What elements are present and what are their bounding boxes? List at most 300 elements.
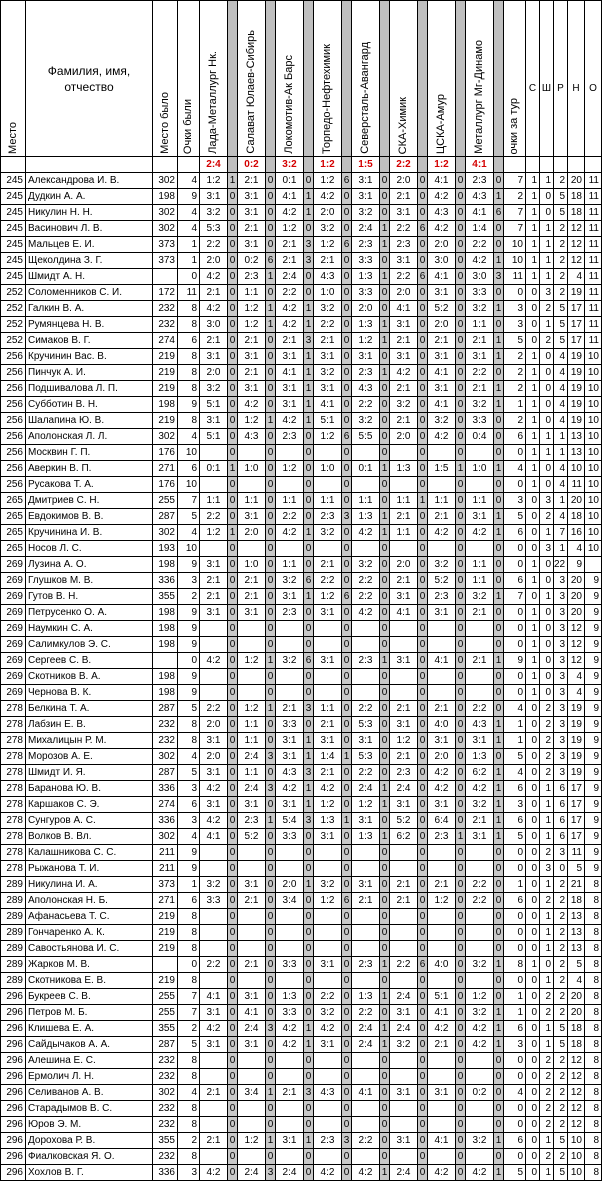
cell-match-points: 0 xyxy=(456,653,466,669)
cell-prediction: 2:2 xyxy=(200,237,228,253)
cell-place-before: 302 xyxy=(153,525,178,541)
table-row xyxy=(1,1133,602,1149)
cell-stat: 1 xyxy=(540,829,554,845)
cell-match-points: 3 xyxy=(266,1165,276,1181)
cell-tour-points: 0 xyxy=(504,1101,526,1117)
cell-prediction xyxy=(314,637,342,653)
table-row xyxy=(1,493,602,509)
cell-match-points: 0 xyxy=(228,733,238,749)
cell-prediction xyxy=(314,1149,342,1165)
cell-prediction: 2:2 xyxy=(276,509,304,525)
cell-prediction: 2:1 xyxy=(428,509,456,525)
cell-match-points: 1 xyxy=(266,813,276,829)
cell-match-points: 0 xyxy=(228,637,238,653)
cell-match-points: 6 xyxy=(418,957,428,973)
cell-match-points: 0 xyxy=(418,253,428,269)
cell-prediction: 1:2 xyxy=(390,733,418,749)
cell-prediction: 2:1 xyxy=(200,1133,228,1149)
cell-match-points: 0 xyxy=(304,605,314,621)
cell-prediction: 3:1 xyxy=(314,829,342,845)
cell-match-points: 0 xyxy=(456,1101,466,1117)
cell-name: Каршаков С. Э. xyxy=(26,797,153,813)
cell-match-points: 0 xyxy=(304,221,314,237)
cell-points-before: 8 xyxy=(178,1149,200,1165)
cell-match-points: 0 xyxy=(456,685,466,701)
cell-match-points: 1 xyxy=(380,333,390,349)
cell-stat: 17 xyxy=(568,333,585,349)
cell-match-points: 0 xyxy=(342,669,352,685)
cell-match-points: 0 xyxy=(228,333,238,349)
cell-match-points: 1 xyxy=(456,829,466,845)
cell-points-before: 2 xyxy=(178,1021,200,1037)
cell-place: 256 xyxy=(1,477,26,493)
cell-name: Кручинина И. В. xyxy=(26,525,153,541)
cell-place-before: 198 xyxy=(153,397,178,413)
cell-stat: 0 xyxy=(526,301,540,317)
cell-match-points: 0 xyxy=(418,685,428,701)
cell-stat: 1 xyxy=(540,1021,554,1037)
cell-match-points: 0 xyxy=(342,1037,352,1053)
score-spacer xyxy=(568,157,585,173)
cell-stat: 12 xyxy=(568,637,585,653)
cell-match-points: 6 xyxy=(418,221,428,237)
cell-prediction: 2:3 xyxy=(238,269,266,285)
cell-points-before: 7 xyxy=(178,989,200,1005)
cell-stat: 0 xyxy=(526,781,540,797)
cell-place: 269 xyxy=(1,685,26,701)
cell-place-before: 219 xyxy=(153,413,178,429)
cell-points-before: 8 xyxy=(178,381,200,397)
cell-prediction: 3:1 xyxy=(238,189,266,205)
header-match-1: Лада-Металлург Нк. xyxy=(200,1,228,157)
cell-prediction xyxy=(428,973,456,989)
cell-prediction xyxy=(276,925,304,941)
cell-place: 269 xyxy=(1,621,26,637)
cell-prediction: 3:3 xyxy=(352,253,380,269)
cell-stat: 20 xyxy=(568,573,585,589)
cell-prediction: 3:1 xyxy=(238,205,266,221)
cell-prediction: 3:1 xyxy=(466,509,494,525)
cell-tour-points: 2 xyxy=(504,381,526,397)
cell-stat: 0 xyxy=(526,1133,540,1149)
cell-prediction: 3:2 xyxy=(352,557,380,573)
cell-tour-points: 0 xyxy=(504,861,526,877)
cell-prediction: 3:1 xyxy=(390,653,418,669)
cell-prediction xyxy=(390,861,418,877)
cell-match-points: 0 xyxy=(418,1037,428,1053)
cell-prediction: 3:2 xyxy=(200,381,228,397)
cell-prediction: 4:1 xyxy=(428,1005,456,1021)
cell-match-points: 0 xyxy=(456,285,466,301)
cell-prediction: 4:1 xyxy=(428,1133,456,1149)
cell-prediction: 4:3 xyxy=(238,429,266,445)
cell-place: 289 xyxy=(1,957,26,973)
table-row xyxy=(1,237,602,253)
cell-place-before: 198 xyxy=(153,621,178,637)
cell-prediction: 2:1 xyxy=(276,701,304,717)
cell-stat: 10 xyxy=(585,445,602,461)
cell-tour-points: 0 xyxy=(504,1053,526,1069)
cell-tour-points: 3 xyxy=(504,301,526,317)
cell-match-points: 0 xyxy=(418,333,428,349)
cell-place: 256 xyxy=(1,365,26,381)
cell-points-before: 6 xyxy=(178,461,200,477)
cell-stat: 1 xyxy=(526,269,540,285)
cell-match-points: 0 xyxy=(266,1053,276,1069)
cell-stat: 1 xyxy=(526,445,540,461)
cell-prediction: 3:3 xyxy=(200,893,228,909)
cell-stat: 17 xyxy=(568,829,585,845)
cell-place-before: 219 xyxy=(153,381,178,397)
cell-stat: 0 xyxy=(540,669,554,685)
cell-prediction: 1:0 xyxy=(238,461,266,477)
cell-match-points: 0 xyxy=(266,765,276,781)
cell-match-points: 0 xyxy=(304,1101,314,1117)
cell-prediction: 2:0 xyxy=(428,237,456,253)
cell-stat: 12 xyxy=(568,237,585,253)
cell-prediction: 4:2 xyxy=(428,525,456,541)
cell-stat: 0 xyxy=(540,381,554,397)
cell-match-points: 0 xyxy=(380,429,390,445)
cell-match-points: 0 xyxy=(342,797,352,813)
cell-match-points: 6 xyxy=(342,237,352,253)
cell-stat: 10 xyxy=(585,461,602,477)
cell-match-points: 0 xyxy=(456,1037,466,1053)
cell-match-points: 1 xyxy=(494,525,504,541)
cell-match-points: 0 xyxy=(304,909,314,925)
cell-prediction: 3:1 xyxy=(390,589,418,605)
cell-stat: 11 xyxy=(585,333,602,349)
cell-match-points: 0 xyxy=(228,717,238,733)
cell-stat: 2 xyxy=(554,1101,568,1117)
cell-name: Морозов А. Е. xyxy=(26,749,153,765)
cell-match-points: 0 xyxy=(456,541,466,557)
cell-prediction: 3:1 xyxy=(276,397,304,413)
cell-place: 289 xyxy=(1,925,26,941)
header-match-5-pts xyxy=(380,1,390,157)
cell-prediction: 0:2 xyxy=(238,253,266,269)
cell-match-points: 0 xyxy=(380,189,390,205)
cell-stat: 1 xyxy=(540,589,554,605)
cell-match-points: 0 xyxy=(228,1085,238,1101)
cell-stat: 8 xyxy=(585,941,602,957)
cell-points-before: 8 xyxy=(178,413,200,429)
cell-match-points: 0 xyxy=(228,1149,238,1165)
cell-match-points: 0 xyxy=(456,637,466,653)
cell-name: Сергеев С. В. xyxy=(26,653,153,669)
cell-prediction: 3:1 xyxy=(390,205,418,221)
cell-match-points: 0 xyxy=(304,1149,314,1165)
cell-match-points: 0 xyxy=(456,189,466,205)
table-row xyxy=(1,189,602,205)
cell-prediction: 4:2 xyxy=(200,781,228,797)
cell-prediction: 3:1 xyxy=(200,733,228,749)
cell-stat: 1 xyxy=(540,269,554,285)
cell-tour-points: 1 xyxy=(504,717,526,733)
cell-stat: 19 xyxy=(568,765,585,781)
cell-match-points: 0 xyxy=(456,557,466,573)
cell-prediction: 1:1 xyxy=(238,717,266,733)
cell-name: Белкина Т. А. xyxy=(26,701,153,717)
cell-prediction: 4:2 xyxy=(428,765,456,781)
cell-stat: 0 xyxy=(526,701,540,717)
table-row xyxy=(1,941,602,957)
cell-points-before: 6 xyxy=(178,333,200,349)
cell-points-before: 4 xyxy=(178,205,200,221)
cell-match-points: 0 xyxy=(228,221,238,237)
cell-stat: 1 xyxy=(540,173,554,189)
cell-stat: 4 xyxy=(554,349,568,365)
cell-name: Дорохова Р. В. xyxy=(26,1133,153,1149)
cell-stat: 0 xyxy=(526,989,540,1005)
table-row xyxy=(1,749,602,765)
cell-prediction xyxy=(238,1149,266,1165)
cell-place-before: 219 xyxy=(153,365,178,381)
cell-prediction xyxy=(276,973,304,989)
cell-match-points: 0 xyxy=(456,397,466,413)
cell-stat: 1 xyxy=(540,237,554,253)
cell-place-before: 219 xyxy=(153,909,178,925)
cell-stat: 0 xyxy=(526,893,540,909)
cell-stat: 20 xyxy=(568,605,585,621)
cell-match-points: 1 xyxy=(418,493,428,509)
cell-match-points: 0 xyxy=(342,1005,352,1021)
cell-place: 278 xyxy=(1,717,26,733)
cell-match-points: 0 xyxy=(342,733,352,749)
cell-prediction: 4:2 xyxy=(466,1021,494,1037)
cell-points-before: 2 xyxy=(178,589,200,605)
cell-prediction: 3:1 xyxy=(200,765,228,781)
cell-prediction: 2:2 xyxy=(200,701,228,717)
scores-row xyxy=(1,157,602,173)
cell-stat: 6 xyxy=(554,829,568,845)
cell-points-before: 8 xyxy=(178,1069,200,1085)
score-spacer xyxy=(585,157,602,173)
cell-match-points: 3 xyxy=(266,781,276,797)
cell-match-points: 0 xyxy=(304,429,314,445)
cell-stat: 4 xyxy=(554,397,568,413)
cell-match-points: 6 xyxy=(494,205,504,221)
cell-prediction: 3:2 xyxy=(276,653,304,669)
cell-prediction xyxy=(352,1117,380,1133)
header-stat-s: С xyxy=(526,1,540,157)
cell-prediction: 2:0 xyxy=(200,253,228,269)
cell-prediction: 3:1 xyxy=(238,877,266,893)
table-row xyxy=(1,797,602,813)
cell-place-before: 336 xyxy=(153,813,178,829)
cell-match-points: 0 xyxy=(342,1069,352,1085)
cell-stat: 2 xyxy=(554,989,568,1005)
cell-match-points: 0 xyxy=(494,621,504,637)
cell-tour-points: 9 xyxy=(504,653,526,669)
cell-stat: 2 xyxy=(554,941,568,957)
cell-place-before: 219 xyxy=(153,941,178,957)
cell-match-points: 0 xyxy=(494,221,504,237)
cell-tour-points: 6 xyxy=(504,429,526,445)
cell-place: 296 xyxy=(1,1101,26,1117)
cell-stat: 0 xyxy=(526,797,540,813)
cell-place: 278 xyxy=(1,781,26,797)
cell-tour-points: 1 xyxy=(504,1005,526,1021)
cell-points-before: 4 xyxy=(178,829,200,845)
cell-stat: 1 xyxy=(526,365,540,381)
final-score-1: 2:4 xyxy=(200,157,228,173)
cell-prediction xyxy=(390,637,418,653)
cell-prediction xyxy=(200,1149,228,1165)
cell-place-before: 336 xyxy=(153,781,178,797)
cell-match-points: 0 xyxy=(380,413,390,429)
cell-match-points: 1 xyxy=(266,413,276,429)
cell-match-points: 0 xyxy=(342,381,352,397)
cell-tour-points: 7 xyxy=(504,205,526,221)
cell-prediction: 4:2 xyxy=(428,221,456,237)
cell-match-points: 1 xyxy=(266,701,276,717)
cell-prediction: 2:3 xyxy=(390,237,418,253)
cell-prediction: 3:0 xyxy=(466,269,494,285)
cell-name: Пинчук А. И. xyxy=(26,365,153,381)
cell-stat: 1 xyxy=(526,237,540,253)
cell-prediction xyxy=(238,1101,266,1117)
cell-prediction: 4:2 xyxy=(314,1165,342,1181)
cell-points-before: 5 xyxy=(178,701,200,717)
cell-stat: 0 xyxy=(526,765,540,781)
cell-prediction xyxy=(428,909,456,925)
cell-stat: 0 xyxy=(554,861,568,877)
cell-match-points: 3 xyxy=(304,701,314,717)
cell-name: Ермолич Л. Н. xyxy=(26,1069,153,1085)
cell-stat: 16 xyxy=(568,525,585,541)
cell-prediction xyxy=(466,541,494,557)
cell-prediction: 4:2 xyxy=(428,1021,456,1037)
cell-place-before: 355 xyxy=(153,589,178,605)
cell-prediction xyxy=(200,861,228,877)
cell-tour-points: 0 xyxy=(504,477,526,493)
cell-prediction: 1:0 xyxy=(238,557,266,573)
cell-match-points: 1 xyxy=(266,317,276,333)
cell-stat: 0 xyxy=(526,317,540,333)
cell-stat: 11 xyxy=(585,173,602,189)
cell-prediction xyxy=(314,621,342,637)
cell-prediction: 2:0 xyxy=(352,301,380,317)
cell-stat: 9 xyxy=(585,573,602,589)
score-spacer xyxy=(456,157,466,173)
cell-match-points: 0 xyxy=(456,733,466,749)
cell-prediction: 3:1 xyxy=(428,1085,456,1101)
cell-points-before: 5 xyxy=(178,1037,200,1053)
cell-prediction: 4:2 xyxy=(200,1165,228,1181)
cell-match-points: 0 xyxy=(304,1117,314,1133)
cell-stat: 9 xyxy=(585,653,602,669)
cell-place: 269 xyxy=(1,605,26,621)
cell-prediction xyxy=(390,669,418,685)
cell-stat: 8 xyxy=(585,1021,602,1037)
cell-match-points: 0 xyxy=(228,749,238,765)
cell-stat: 0 xyxy=(526,877,540,893)
cell-prediction: 3:2 xyxy=(428,413,456,429)
cell-match-points: 0 xyxy=(418,541,428,557)
cell-match-points: 0 xyxy=(304,461,314,477)
cell-match-points: 3 xyxy=(266,1021,276,1037)
cell-tour-points: 11 xyxy=(504,269,526,285)
cell-prediction: 2:4 xyxy=(352,221,380,237)
cell-prediction: 2:1 xyxy=(428,701,456,717)
cell-match-points: 0 xyxy=(380,1069,390,1085)
cell-match-points: 1 xyxy=(380,653,390,669)
cell-prediction: 4:2 xyxy=(276,413,304,429)
cell-match-points: 0 xyxy=(228,589,238,605)
cell-stat: 3 xyxy=(554,685,568,701)
cell-prediction: 2:1 xyxy=(390,413,418,429)
cell-stat xyxy=(585,557,602,573)
cell-place-before: 219 xyxy=(153,973,178,989)
cell-stat: 0 xyxy=(526,493,540,509)
cell-stat: 9 xyxy=(585,861,602,877)
cell-prediction: 2:2 xyxy=(314,317,342,333)
cell-prediction xyxy=(428,669,456,685)
cell-prediction: 1:1 xyxy=(238,733,266,749)
cell-match-points: 0 xyxy=(456,925,466,941)
cell-stat: 1 xyxy=(526,381,540,397)
cell-match-points: 0 xyxy=(456,237,466,253)
cell-name: Щеколдина З. Г. xyxy=(26,253,153,269)
cell-prediction: 2:2 xyxy=(352,765,380,781)
cell-match-points: 1 xyxy=(304,781,314,797)
cell-stat: 9 xyxy=(585,733,602,749)
cell-match-points: 0 xyxy=(342,621,352,637)
cell-stat: 0 xyxy=(540,413,554,429)
cell-prediction: 2:2 xyxy=(276,285,304,301)
cell-stat: 10 xyxy=(585,381,602,397)
cell-prediction: 3:1 xyxy=(390,253,418,269)
cell-match-points: 0 xyxy=(342,653,352,669)
cell-prediction: 1:2 xyxy=(314,797,342,813)
cell-tour-points: 0 xyxy=(504,669,526,685)
cell-prediction: 3:1 xyxy=(314,1037,342,1053)
cell-stat: 1 xyxy=(526,653,540,669)
cell-prediction: 1:4 xyxy=(466,221,494,237)
cell-prediction: 3:1 xyxy=(200,1037,228,1053)
cell-prediction xyxy=(390,1149,418,1165)
cell-stat: 1 xyxy=(554,429,568,445)
cell-prediction xyxy=(276,637,304,653)
cell-match-points: 0 xyxy=(342,925,352,941)
cell-place: 278 xyxy=(1,845,26,861)
cell-match-points: 6 xyxy=(342,173,352,189)
cell-prediction: 3:1 xyxy=(390,349,418,365)
cell-name: Сайдычаков А. А. xyxy=(26,1037,153,1053)
cell-match-points: 0 xyxy=(342,829,352,845)
cell-prediction xyxy=(238,1117,266,1133)
cell-place: 245 xyxy=(1,269,26,285)
cell-match-points: 0 xyxy=(228,685,238,701)
cell-prediction: 2:1 xyxy=(466,605,494,621)
cell-prediction: 2:1 xyxy=(390,877,418,893)
cell-stat: 20 xyxy=(568,1005,585,1021)
cell-prediction: 1:2 xyxy=(466,989,494,1005)
cell-points-before: 3 xyxy=(178,813,200,829)
cell-prediction: 3:1 xyxy=(276,349,304,365)
cell-points-before: 9 xyxy=(178,861,200,877)
cell-match-points: 0 xyxy=(418,1149,428,1165)
cell-prediction xyxy=(276,1149,304,1165)
cell-prediction: 2:1 xyxy=(200,589,228,605)
cell-match-points: 0 xyxy=(380,749,390,765)
cell-place-before: 274 xyxy=(153,797,178,813)
cell-match-points: 1 xyxy=(304,349,314,365)
cell-match-points: 0 xyxy=(228,1117,238,1133)
cell-stat: 0 xyxy=(526,733,540,749)
table-row xyxy=(1,973,602,989)
